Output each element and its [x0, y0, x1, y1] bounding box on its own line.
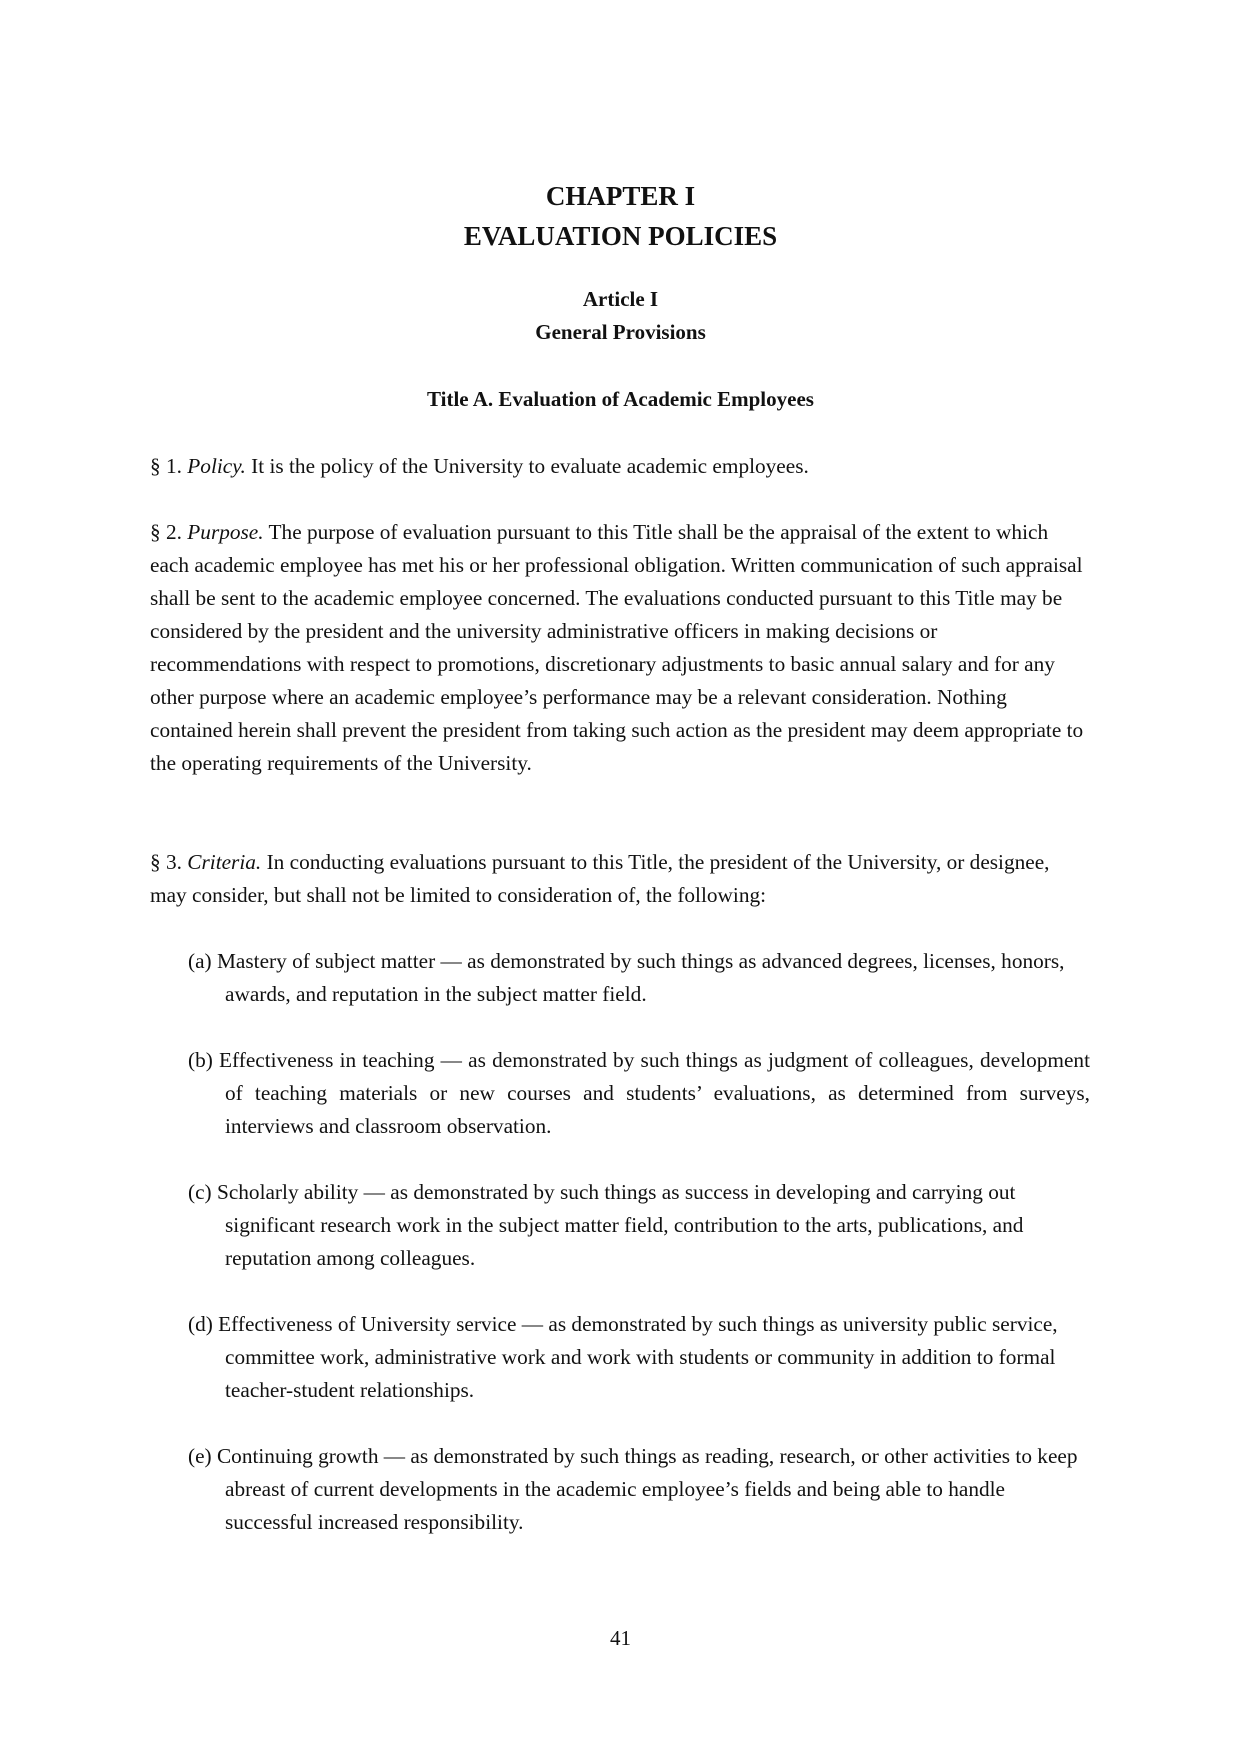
criterion-b — [188, 1044, 1090, 1143]
section-text: The purpose of evaluation pursuant to this Title shall be the appraisal of the extent to which each academic employee has met his or her professional obligation. Written communication of such appraisal shall be sent to the academic employee concerned. The evaluations conducted pursuant to this Title may be considered by the president and the university administrative officers in making decisions or recommendations with respect to promotions, discretionary adjustments to basic annual salary and for any other purpose where an academic employee’s performance may be a relevant consideration. Nothing contained herein shall prevent the president from taking such action as the president may deem appropriate to the operating requirements of the University. — [150, 520, 1084, 775]
article-title: General Provisions — [535, 320, 706, 344]
criterion-label: (a) — [188, 949, 212, 973]
chapter-title: EVALUATION POLICIES — [463, 221, 778, 251]
criterion-text: Effectiveness of University service — as demonstrated by such things as university public service, committee work, administrative work and work with students or community in addition to formal teacher-student relationships. — [218, 1312, 1058, 1402]
section-3 — [150, 846, 1090, 912]
criterion-a — [188, 945, 1090, 1011]
criterion-text: Mastery of subject matter — as demonstrated by such things as advanced degrees, licenses, honors, awards, and reputation in the subject matter field. — [216, 949, 1065, 1006]
criterion-text: Continuing growth — as demonstrated by such things as reading, research, or other activities to keep abreast of current developments in the academic employee’s fields and being able to handle successful increased responsibility. — [216, 1444, 1078, 1534]
chapter-heading — [0, 176, 1241, 256]
chapter-number: CHAPTER I — [545, 181, 696, 211]
section-1 — [150, 450, 1090, 483]
section-text: In conducting evaluations pursuant to this Title, the president of the University, or designee, may consider, but shall not be limited to consideration of, the following: — [150, 850, 1050, 907]
criterion-label: (c) — [188, 1180, 212, 1204]
criterion-c — [188, 1176, 1090, 1275]
section-number: § 1. — [150, 454, 182, 478]
criterion-label: (d) — [188, 1312, 213, 1336]
criterion-label: (e) — [188, 1444, 212, 1468]
section-heading: Policy. — [187, 454, 246, 478]
title-heading: Title A. Evaluation of Academic Employees — [427, 387, 814, 411]
criterion-text: Scholarly ability — as demonstrated by such things as success in developing and carrying out significant research work in the subject matter field, contribution to the arts, publications, and reputation among colleagues. — [216, 1180, 1024, 1270]
criterion-label: (b) — [188, 1048, 213, 1072]
section-text: It is the policy of the University to evaluate academic employees. — [251, 454, 809, 478]
article-number: Article I — [582, 287, 659, 311]
section-number: § 3. — [150, 850, 182, 874]
page-number: 41 — [610, 1626, 631, 1650]
criterion-d — [188, 1308, 1090, 1407]
criterion-text: Effectiveness in teaching — as demonstrated by such things as judgment of colleagues, development of teaching materials or new courses and students’ evaluations, as determined from surveys, interviews and classroom observation. — [219, 1048, 1090, 1138]
article-heading — [0, 283, 1241, 349]
section-number: § 2. — [150, 520, 182, 544]
section-2 — [150, 516, 1090, 780]
section-heading: Purpose. — [187, 520, 264, 544]
section-heading: Criteria. — [187, 850, 262, 874]
criterion-e — [188, 1440, 1090, 1539]
